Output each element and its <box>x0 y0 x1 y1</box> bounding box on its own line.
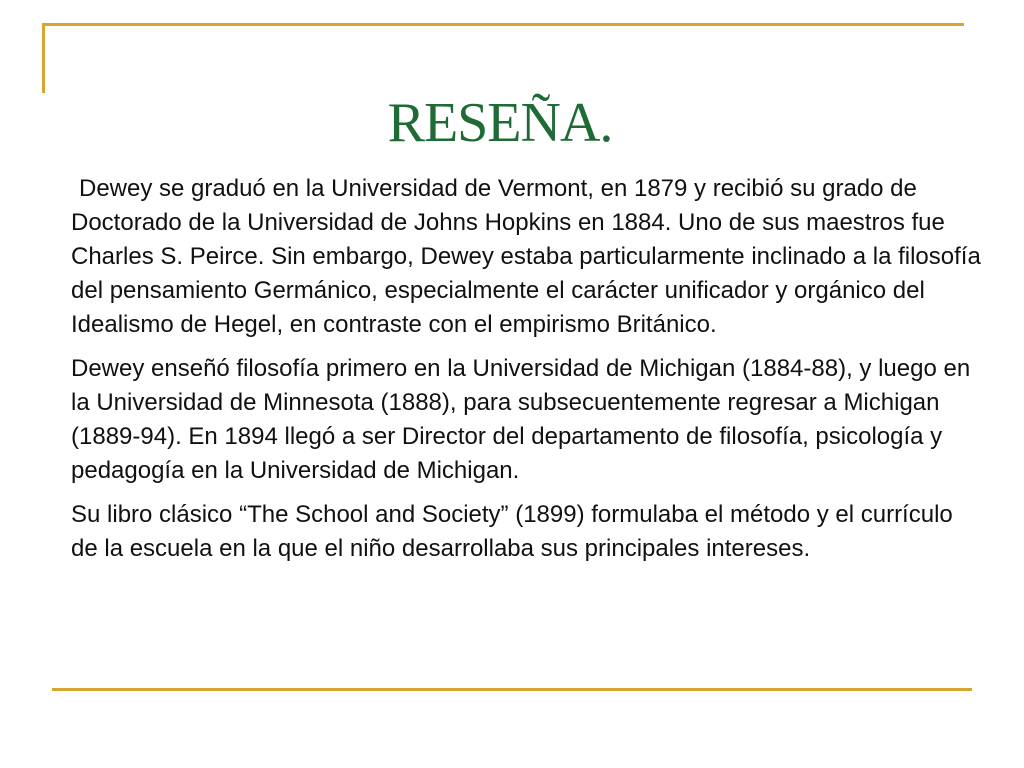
biography-paragraph: Dewey se graduó en la Universidad de Vermont, en 1879 y recibió su grado de Doctorado de la Universidad de Johns Hopkins en 1884. Uno de sus maestros fue Charles S. Peirce. Sin embargo, Dewey estaba particularmente inclinado a la filosofía del pensamiento Germánico, especialmente el carácter unificador y orgánico del Idealismo de Hegel, en contraste con el empirismo Británico. <box>71 175 981 338</box>
top-decorative-rule <box>42 23 964 26</box>
left-decorative-rule <box>42 23 45 93</box>
slide-body <box>71 172 981 576</box>
book-paragraph: Su libro clásico “The School and Society” (1899) formulaba el método y el currículo de la escuela en la que el niño desarrollaba sus principales intereses. <box>71 501 953 562</box>
slide-title: RESEÑA. <box>387 91 613 154</box>
teaching-paragraph: Dewey enseñó filosofía primero en la Universidad de Michigan (1884-88), y luego en la Universidad de Minnesota (1888), para subsecuentemente regresar a Michigan (1889-94). En 1894 llegó a ser Director del departamento de filosofía, psicología y pedagogía en la Universidad de Michigan. <box>71 355 971 484</box>
bottom-decorative-rule <box>52 688 972 691</box>
